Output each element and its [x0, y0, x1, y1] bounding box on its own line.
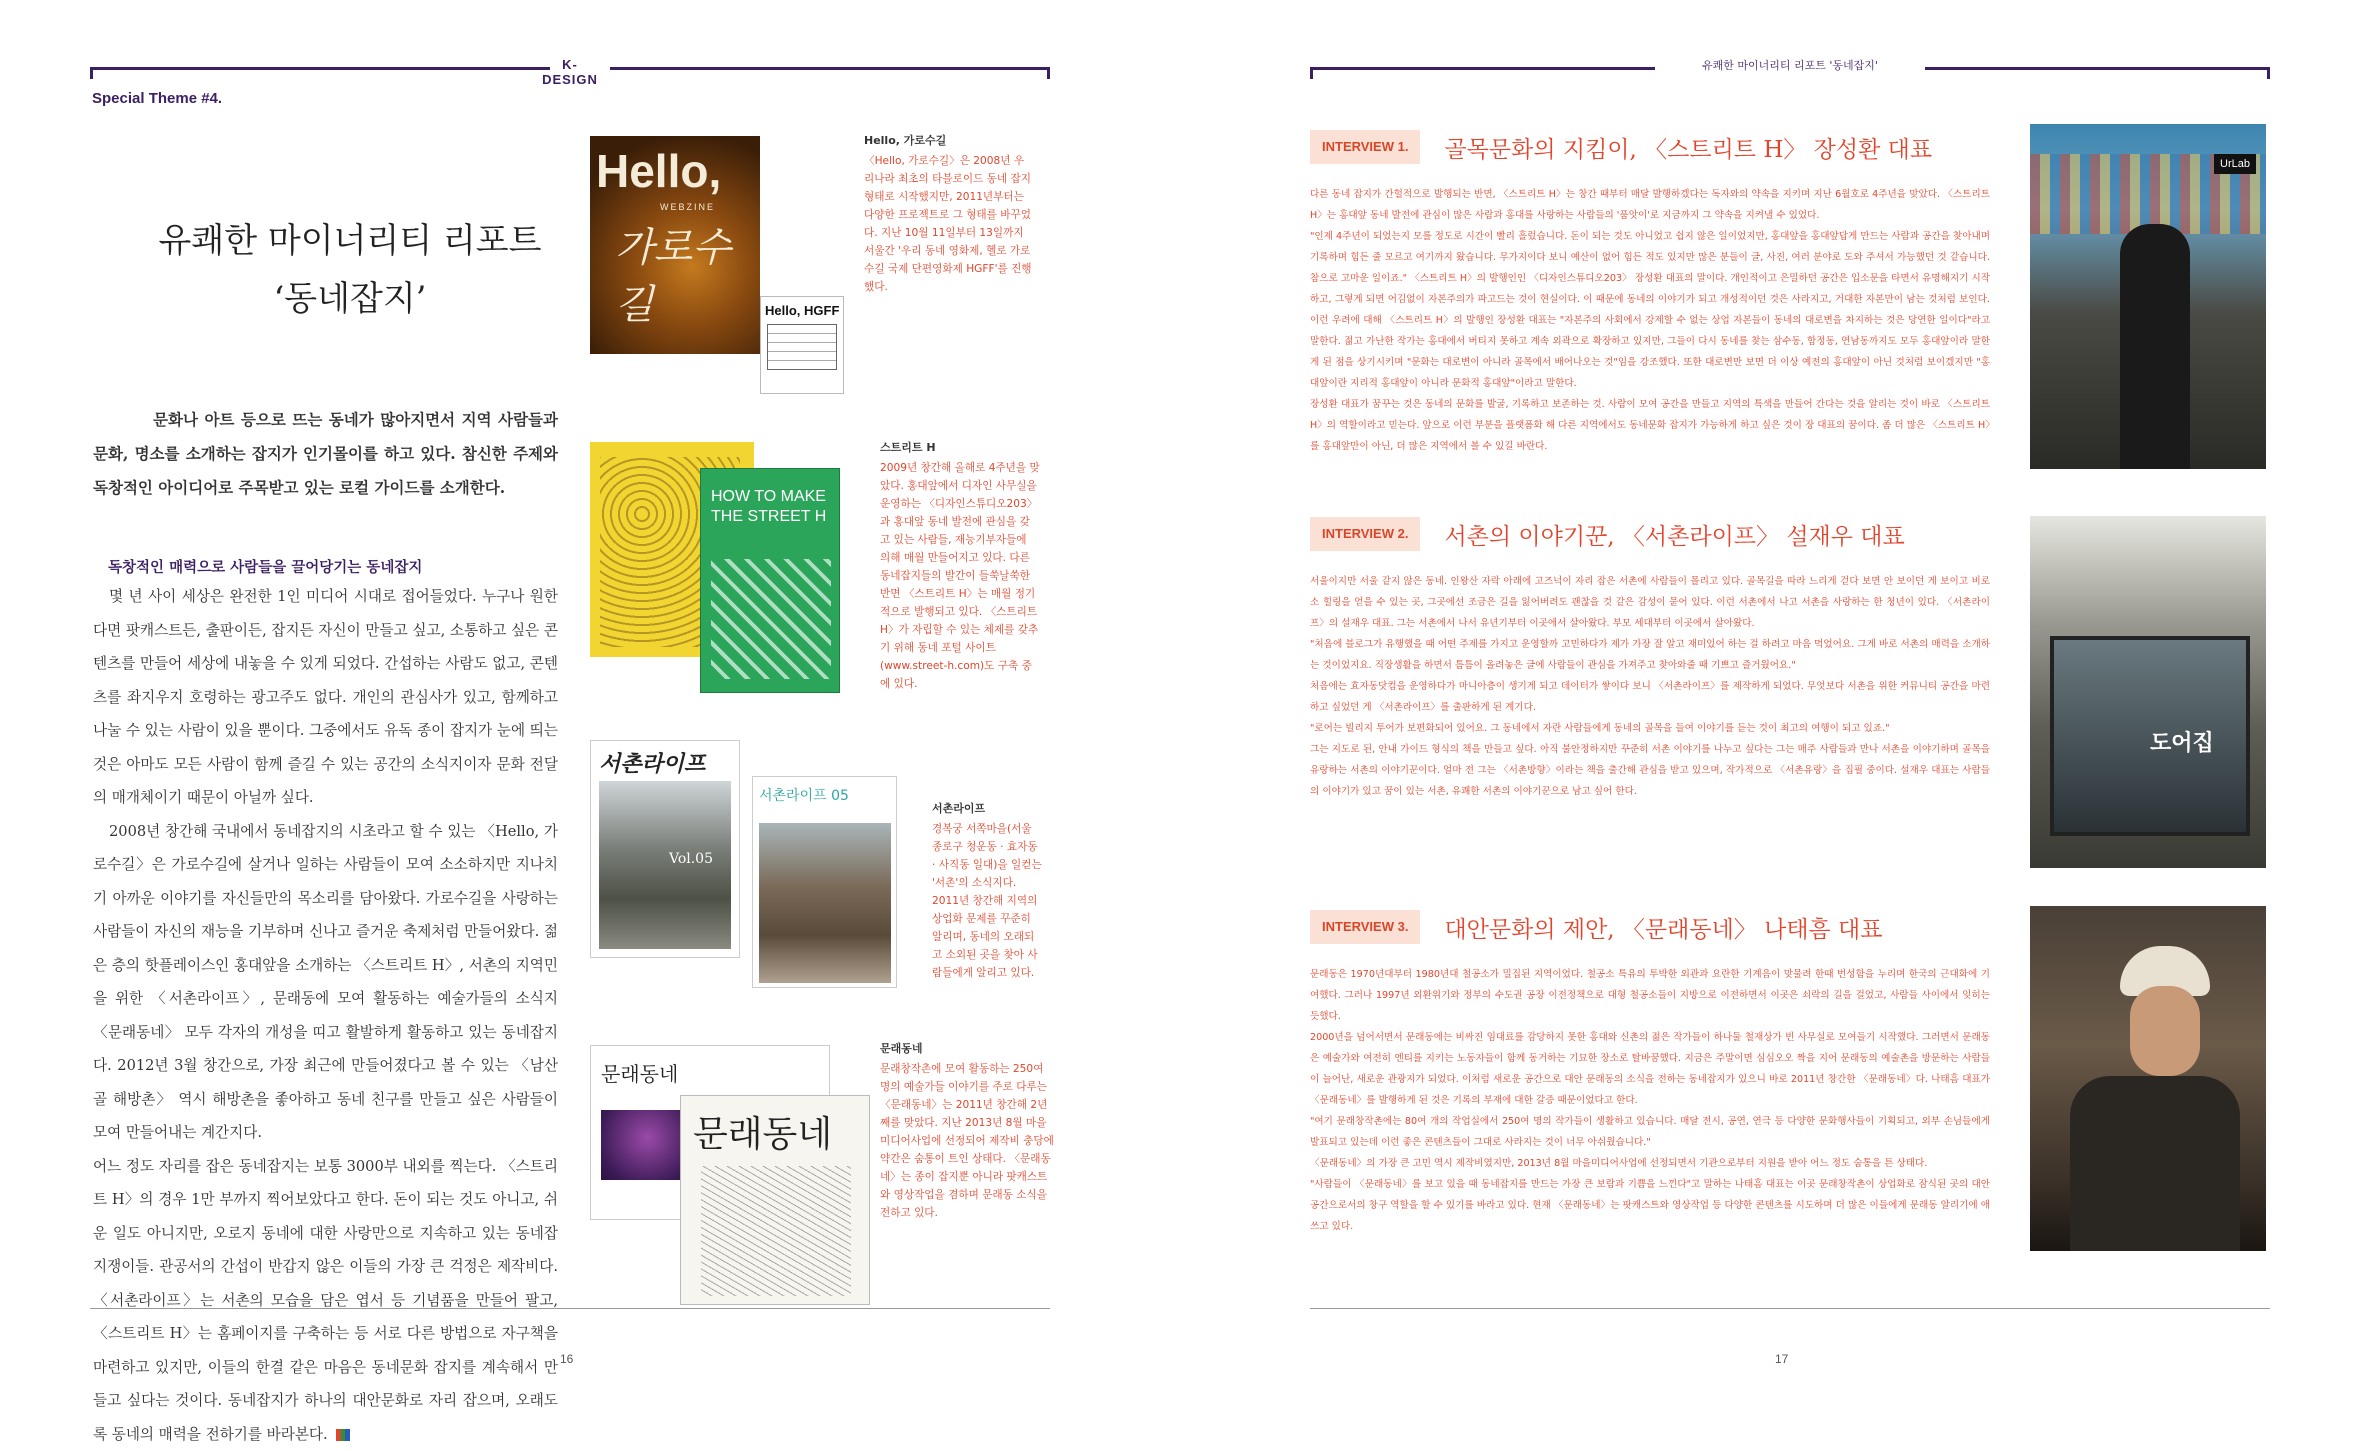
photo-sign-text: UrLab: [2214, 154, 2256, 174]
caption-text: 문래창작촌에 모여 활동하는 250여 명의 예술가들 이야기를 주로 다루는 〈문래동네〉는 2011년 창간해 2년째를 맞았다. 지난 2013년 8월 마을미디어사업에 선정되어 제작비 충당에 약간은 숨통이 트인 상태다. 〈문래동네〉는 종이 잡지뿐 아니라 팟캐스트와 영상작업을 겸하며 문래동 소식을 전하고 있다.: [880, 1063, 1054, 1219]
interview-3-title: 대안문화의 제안, 〈문래동네〉 나태흠 대표: [1444, 916, 1883, 943]
interview-1-heading: [1310, 130, 2010, 164]
interview-paragraph: "로어는 빌리지 투어가 보편화되어 있어요. 그 동네에서 자란 사람들에게 동네의 골목을 들여 이야기를 듣는 것이 최고의 여행이 되고 있죠.": [1310, 723, 1890, 734]
seochon-cover-masthead: 서촌라이프: [599, 752, 706, 777]
interview-2-storefront-photo: [2030, 516, 2266, 868]
hgff-cover-image: [760, 296, 844, 394]
seochon-cover2-photo: [759, 823, 891, 983]
body-paragraph: 2008년 창간해 국내에서 동네잡지의 시초라고 할 수 있는 〈Hello, 가로수길〉은 가로수길에 살거나 일하는 사람들이 모여 소소하지만 지나치기 아까운 이야기를 자신들만의 목소리를 담아왔다. 가로수길을 사랑하는 사람들이 자신의 재능을 기부하며 신나고 즐거운 축제처럼 만들어왔다. 젊은 층의 핫플레이스인 홍대앞을 소개하는 〈스트리트 H〉, 서촌의 지역민을 위한 〈서촌라이프〉, 문래동에 모여 활동하는 예술가들의 소식지 〈문래동네〉 모두 각자의 개성을 띠고 활발하게 활동하고 있는 동네잡지다. 2012년 3월 창간으로, 가장 최근에 만들어졌다고 볼 수 있는 〈남산골 해방촌〉 역시 해방촌을 좋아하고 동네 친구를 만들고 싶은 사람들이 모여 만들어내는 계간지다.: [93, 822, 558, 1141]
interview-paragraph: 처음에는 효자동닷컴을 운영하다가 마니아층이 생기게 되고 데이터가 쌓이다 보니 〈서촌라이프〉를 제작하게 되었다. 무엇보다 서촌을 위한 커뮤니티 공간을 마련하고 싶었던 게 〈서촌라이프〉를 출판하게 된 계기다.: [1310, 681, 1990, 713]
person-silhouette: [2120, 224, 2190, 469]
interview-paragraph: "여기 문래창작촌에는 80여 개의 작업실에서 250여 명의 작가들이 생활하고 있습니다. 매달 전시, 공연, 연극 등 다양한 문화행사들이 기획되고, 외부 손님들에게 발표되고 있는데 이런 좋은 콘텐츠들이 그대로 사라지는 것이 너무 아쉬웠습니다.": [1310, 1116, 1990, 1148]
right-running-header: 유쾌한 마이너리티 리포트 '동네잡지': [1702, 59, 1878, 72]
interview-3-portrait-photo: [2030, 906, 2266, 1251]
interview-paragraph: 〈문래동네〉의 가장 큰 고민 역시 제작비였지만, 2013년 8월 마을미디어사업에 선정되면서 기관으로부터 지원을 받아 어느 정도 숨통을 튼 상태다.: [1310, 1158, 1928, 1169]
interview-paragraph: "인제 4주년이 되었는지 모를 정도로 시간이 빨리 흘렀습니다. 돈이 되는 것도 아니었고 쉽지 않은 일이었지만, 홍대앞을 홍대앞답게 만드는 사람과 공간을 찾아내며 기록하며 힘든 줄 모르고 여기까지 왔습니다. 무가지이다 보니 예산이 없어 힘든 적도 있지만 많은 분들이 글, 사진, 여러 분야로 도와 주셔서 가능했던 것 같습니다. 참으로 고마운 일이죠." 〈스트리트 H〉의 발행인인 〈디자인스튜디오203〉 장성환 대표의 말이다. 개인적이고 은밀하던 공간은 입소문을 타면서 유명해지기 시작하고, 그렇게 되면 어김없이 자본주의가 파고드는 것이 현실이다. 이 때문에 동네의 이야기가 되고 개성적이던 것은 사라지고, 거대한 자본만이 남는 것처럼 보인다. 이런 우려에 대해 〈스트리트 H〉의 발행인 장성환 대표는 "자본주의 사회에서 강제할 수 없는 상업 자본들이 동네의 대로변을 차지하는 것은 당연한 일이다"라고 말한다. 젊고 가난한 작가는 홍대에서 버티지 못하고 계속 외곽으로 확장하고 있지만, 그들이 다시 동네를 찾는 삼수동, 합정동, 연남동까지도 모두 홍대앞이라 말한 게 된 점을 상기시키며 "문화는 대로변이 아니라 골목에서 배어나오는 것"임을 강조했다. 또한 대로변만 보면 더 이상 예전의 홍대앞이 아닌 것처럼 보이겠지만 "홍대앞이란 지리적 홍대앞이 아니라 문화적 홍대앞"이라고 말한다.: [1310, 231, 1990, 389]
street-h-illustration: [711, 559, 831, 679]
special-theme-label: Special Theme #4.: [92, 90, 223, 107]
left-page-number: 16: [560, 1352, 574, 1366]
interview-1-title: 골목문화의 지킴이, 〈스트리트 H〉 장성환 대표: [1444, 136, 1933, 163]
person-face: [2130, 986, 2200, 1076]
interview-2-title: 서촌의 이야기꾼, 〈서촌라이프〉 설재우 대표: [1444, 523, 1905, 550]
caption-seochon: [932, 800, 1044, 982]
seochon-life-cover2-image: [752, 776, 897, 988]
hello-cover-sub: WEBZINE: [660, 202, 716, 212]
right-page-number: 17: [1775, 1352, 1789, 1366]
caption-text: 경복궁 서쪽마을(서울 종로구 청운동 · 효자동 · 사직동 일대)을 일컫는 '서촌'의 소식지다. 2011년 창간해 지역의 상업화 문제를 꾸준히 알리며, 동네의 오래되고 소외된 곳을 찾아 사람들에게 알리고 있다.: [932, 823, 1042, 979]
article-title: [90, 212, 610, 328]
storefront-sign-text: 도어집: [2150, 731, 2214, 756]
interview-2-tag: INTERVIEW 2.: [1310, 517, 1420, 551]
interview-paragraph: 2000년을 넘어서면서 문래동에는 비싸진 임대료를 감당하지 못한 홍대와 신촌의 젊은 작가들이 하나둘 철재상가 빈 사무실로 모여들기 시작했다. 그러면서 문래동은 예술가와 여전히 엔티를 지키는 노동자들이 함께 동거하는 기묘한 장소로 탈바꿈했다. 지금은 주말이면 심심오오 짝을 지어 문래동의 예술촌을 방문하는 사람들이 늘어난, 새로운 관광지가 되었다. 이처럼 새로운 공간으로 대안 문래동의 소식을 전하는 동네잡지가 있으니 바로 2011년 창간한 〈문래동네〉다. 나태흠 대표가 〈문래동네〉를 발행하게 된 것은 기록의 부재에 대한 갈증 때문이었다고 한다.: [1310, 1032, 1990, 1106]
interview-paragraph: 그는 지도로 된, 안내 가이드 형식의 책을 만들고 싶다. 아직 불안정하지만 꾸준히 서촌 이야기를 나누고 싶다는 그는 매주 사람들과 만나 서촌을 이야기하며 골목을 유랑하는 서촌의 이야기꾼이다. 얼마 전 그는 〈서촌방향〉이라는 책을 출간해 관심을 받고 있으며, 작가적으로 〈서촌유랑〉을 집필 중이다. 설재우 대표는 사람들의 이야기가 있고 꿈이 있는 서촌, 유쾌한 서촌의 이야기꾼으로 남고 싶어 한다.: [1310, 744, 1990, 797]
mullae-cover-masthead: 문래동네: [601, 1062, 679, 1086]
right-header-rule-left: [1310, 67, 1655, 70]
mullae-cover2-image: [680, 1095, 870, 1305]
caption-text: 〈Hello, 가로수길〉은 2008년 우리나라 최초의 타블로이드 동네 잡지 형태로 시작했지만, 2011년부터는 다양한 프로젝트로 그 형태를 바꾸었다. 지난 10월 11일부터 13일까지 서울간 '우리 동네 영화제, 헬로 가로수길 국제 단편영화제 HGFF'를 진행했다.: [864, 155, 1032, 293]
article-lead: 문화나 아트 등으로 뜨는 동네가 많아지면서 지역 사람들과 문화, 명소를 소개하는 잡지가 인기몰이를 하고 있다. 참신한 주제와 독창적인 아이디어로 주목받고 있는 로컬 가이드를 소개한다.: [93, 410, 558, 497]
right-footer-rule: [1310, 1308, 2270, 1309]
interview-1-tag: INTERVIEW 1.: [1310, 130, 1420, 164]
left-header-rule-left: [90, 67, 550, 70]
section-heading: 독창적인 매력으로 사람들을 끌어당기는 동네잡지: [108, 560, 423, 576]
left-header-tick-left: [90, 67, 93, 79]
person-body: [2070, 1076, 2240, 1251]
interview-paragraph: 서울이지만 서울 같지 않은 동네. 인왕산 자락 아래에 고즈넉이 자리 잡은 서촌에 사람들이 몰리고 있다. 골목길을 따라 느리게 걷다 보면 안 보이던 게 보이고 비로소 힐링을 얻을 수 있는 곳, 그곳에선 조금은 길을 잃어버려도 괜찮을 것 같은 감성이 묻어 있다. 이런 서촌에서 나고 서촌을 사랑하는 한 청년이 있다. 〈서촌라이프〉의 설재우 대표. 그는 서촌에서 나서 유년기부터 이곳에서 살아왔다. 부모 세대부터 이곳에서 살아왔다.: [1310, 576, 1990, 629]
right-header-tick-left: [1310, 67, 1313, 79]
right-header-rule-right: [1925, 67, 2270, 70]
street-h-green-cover-image: [700, 468, 840, 693]
article-title-line1: 유쾌한 마이너리티 리포트: [158, 221, 542, 261]
left-running-header: K-DESIGN: [542, 57, 598, 87]
caption-title: Hello, 가로수길: [864, 134, 947, 147]
interview-1-portrait-photo: [2030, 124, 2266, 469]
mullae-cover2-illustration: [701, 1166, 851, 1296]
hgff-cover-title: Hello, HGFF: [765, 303, 840, 318]
interview-paragraph: "사람들이 〈문래동네〉를 보고 있을 때 동네잡지를 만드는 가장 큰 보람과 기쁨을 느낀다"고 말하는 나태흠 대표는 이곳 문래창작촌이 상업화로 잠식된 곳의 대안공간으로서의 창구 역할을 할 수 있기를 바라고 있다. 현재 〈문래동네〉는 팟캐스트와 영상작업 등 다양한 콘텐츠를 시도하며 더 많은 이들에게 문래동 알리기에 애쓰고 있다.: [1310, 1179, 1990, 1232]
mullae-cover2-masthead: 문래동네: [693, 1114, 833, 1155]
seochon-cover-photo: [599, 781, 731, 949]
body-paragraph: 몇 년 사이 세상은 완전한 1인 미디어 시대로 접어들었다. 누구나 원한다면 팟캐스트든, 출판이든, 잡지든 자신이 만들고 싶고, 소통하고 싶은 콘텐츠를 만들어 세상에 내놓을 수 있게 되었다. 간섭하는 사람도 없고, 콘텐츠를 좌지우지 호령하는 광고주도 없다. 개인의 관심사가 있고, 함께하고 나눌 수 있는 사람이 있을 뿐이다. 그중에서도 유독 종이 잡지가 눈에 띄는 것은 아마도 모든 사람이 함께 즐길 수 있는 공간의 소식지이자 문화 전달의 매개체이기 때문이 아닐까 싶다.: [93, 588, 558, 806]
interview-2-heading: [1310, 517, 2010, 551]
hello-cover-script: 가로수길: [615, 225, 731, 328]
seochon-life-cover-image: [590, 740, 740, 958]
interview-paragraph: 문래동은 1970년대부터 1980년대 철공소가 밀집된 지역이었다. 철공소 특유의 투박한 외관과 요란한 기계음이 맞물려 한때 번성함을 누리며 한국의 근대화에 기여했다. 그러나 1997년 외환위기와 정부의 수도권 공장 이전정책으로 대형 철공소들이 지방으로 이전하면서 이곳은 쇠락의 길을 걸었고, 사람들 사이에서 잊히는 듯했다.: [1310, 969, 1990, 1022]
hello-cover-title: Hello,: [596, 145, 722, 197]
caption-title: 스트리트 H: [880, 441, 936, 454]
seochon-cover-vol: Vol.05: [669, 851, 713, 867]
hello-garosugil-cover-image: [590, 136, 760, 354]
caption-title: 서촌라이프: [932, 802, 986, 815]
interview-3-body: [1310, 964, 1990, 1237]
interview-3-heading: [1310, 910, 2010, 944]
interview-paragraph: 장성환 대표가 꿈꾸는 것은 동네의 문화를 발굴, 기록하고 보존하는 것. 사람이 모여 공간을 만들고 지역의 특색을 만들어 간다는 것을 알리는 것이 바로 〈스트리트 H〉의 역할이라고 믿는다. 앞으로 이런 부분을 플랫폼화 해 다른 지역에서도 동네문화 잡지가 가능하게 하고 싶은 것이 장 대표의 꿈이다. 좀 더 많은 〈스트리트 H〉를 홍대앞만이 아닌, 더 많은 지역에서 볼 수 있길 바란다.: [1310, 399, 1990, 452]
interview-paragraph: 다른 동네 잡지가 간헐적으로 발행되는 반면, 〈스트리트 H〉는 창간 때부터 매달 발행하겠다는 독자와의 약속을 지키며 지난 6월호로 4주년을 맞았다. 〈스트리트 H〉는 홍대앞 동네 발전에 관심이 많은 사람과 홍대를 사랑하는 사람들의 '품앗이'로 지금까지 그 약속을 지켜낼 수 있었다.: [1310, 189, 1990, 221]
caption-mullae: [880, 1040, 1055, 1222]
left-footer-rule: [90, 1308, 1050, 1309]
end-mark-icon: [336, 1429, 350, 1441]
caption-title: 문래동네: [880, 1042, 923, 1055]
street-h-cover-headline: HOW TO MAKE THE STREET H: [711, 488, 827, 525]
article-title-line2: ‘동네잡지’: [273, 279, 427, 319]
hgff-table-graphic: [767, 324, 837, 370]
right-header-tick-right: [2267, 67, 2270, 79]
body-paragraph: 어느 정도 자리를 잡은 동네잡지는 보통 3000부 내외를 찍는다. 〈스트리트 H〉의 경우 1만 부까지 찍어보았다고 한다. 돈이 되는 것도 아니고, 쉬운 일도 아니지만, 오로지 동네에 대한 사랑만으로 지속하고 있는 동네잡지쟁이들. 관공서의 간섭이 반갑지 않은 이들의 가장 큰 걱정은 제작비다. 〈서촌라이프〉는 서촌의 모습을 담은 엽서 등 기념품을 만들어 팔고, 〈스트리트 H〉는 홈페이지를 구축하는 등 서로 다른 방법으로 자구책을 마련하고 있지만, 이들의 한결 같은 마음은 동네문화 잡지를 계속해서 만들고 싶다는 것이다. 동네잡지가 하나의 대안문화로 자리 잡으며, 오래도록 동네의 매력을 전하기를 바라본다.: [93, 1157, 558, 1443]
caption-text: 2009년 창간해 올해로 4주년을 맞았다. 홍대앞에서 디자인 사무실을 운영하는 〈디자인스튜디오203〉과 홍대앞 동네 발전에 관심을 갖고 있는 사람들, 재능기부자들에 의해 매월 만들어지고 있다. 다른 동네잡지들의 발간이 들쑥날쑥한 반면 〈스트리트 H〉는 매월 정기적으로 발행되고 있다. 〈스트리트 H〉가 자립할 수 있는 체제를 갖추기 위해 동네 포털 사이트(www.street-h.com)도 구축 중에 있다.: [880, 462, 1040, 690]
interview-3-tag: INTERVIEW 3.: [1310, 910, 1420, 944]
left-header-rule-right: [610, 67, 1050, 70]
left-header-tick-right: [1047, 67, 1050, 79]
caption-hello: [864, 132, 1032, 296]
seochon-cover2-masthead: 서촌라이프 05: [759, 788, 849, 804]
article-body: [93, 580, 558, 1451]
caption-street-h: [880, 439, 1040, 693]
interview-2-body: [1310, 571, 1990, 802]
interview-1-body: [1310, 184, 1990, 457]
interview-paragraph: "처음에 블로그가 유행했을 때 어떤 주제를 가지고 운영할까 고민하다가 제가 가장 잘 알고 재미있어 하는 걸 하려고 마음 먹었어요. 그게 바로 서촌의 매력을 소개하는 것이었지요. 직장생활을 하면서 틈틈이 올려놓은 글에 사람들이 관심을 가져주고 찾아와줄 때 기쁘고 즐거웠어요.": [1310, 639, 1990, 671]
